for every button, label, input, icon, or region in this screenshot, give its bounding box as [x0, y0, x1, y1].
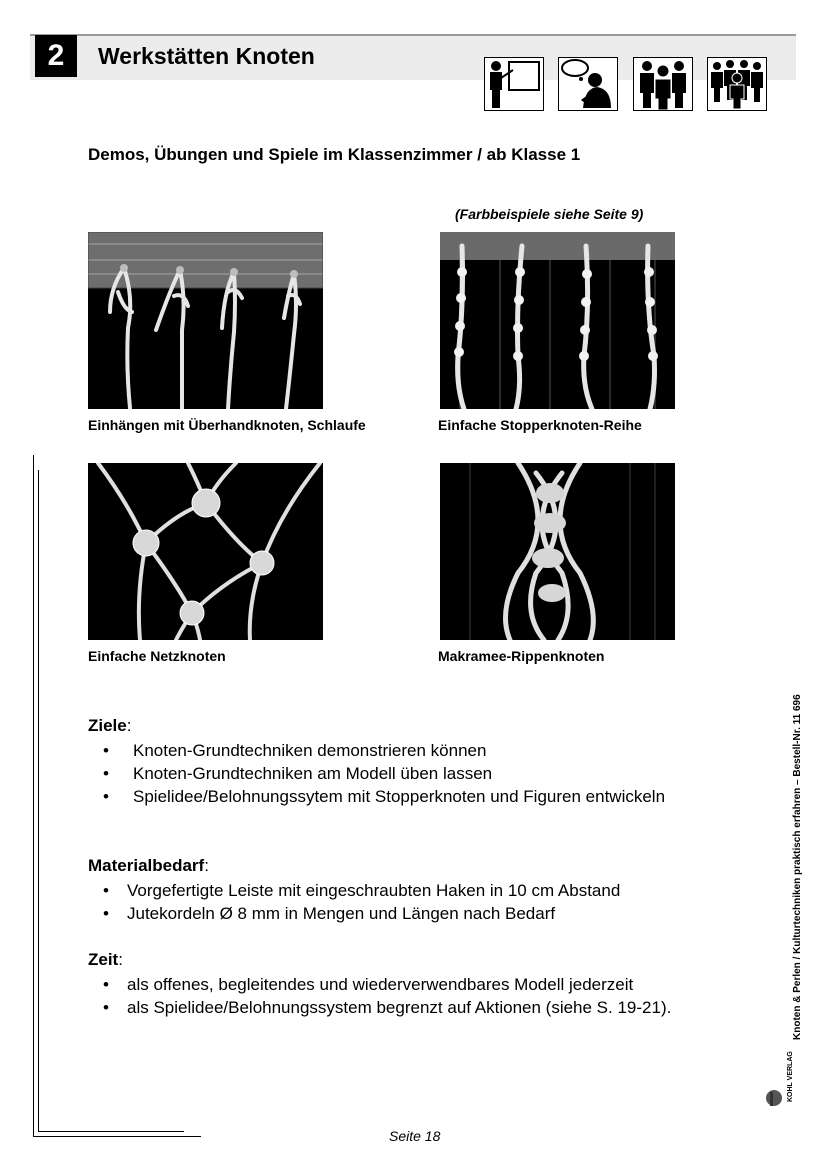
- list-item: • als Spielidee/Belohnungssystem begrenzt auf Aktionen (siehe S. 19-21).: [103, 996, 753, 1019]
- photo-caption: Einfache Netzknoten: [88, 648, 226, 664]
- frame-line: [38, 1131, 184, 1132]
- page-title: Werkstätten Knoten: [98, 43, 315, 69]
- frame-line: [38, 470, 39, 1132]
- material-list: [103, 879, 743, 925]
- photo-net-knots: [88, 463, 323, 640]
- photo-overhand-knot-loops: [88, 232, 323, 409]
- logo-text: KOHL VERLAG: [787, 1051, 794, 1102]
- thinking-person-icon: [558, 57, 618, 111]
- section-heading-zeit: Zeit:: [88, 950, 123, 969]
- section-heading-ziele: Ziele:: [88, 716, 132, 735]
- side-publication-info: Knoten & Perlen / Kulturtechniken praktisch erfahren – Bestell-Nr. 11 696: [792, 694, 803, 1040]
- frame-line: [33, 1136, 201, 1137]
- list-item: • Knoten-Grundtechniken am Modell üben lassen: [103, 762, 703, 785]
- frame-line: [33, 455, 34, 1137]
- photo-caption: Einhängen mit Überhandknoten, Schlaufe: [88, 417, 366, 433]
- list-item: • Knoten-Grundtechniken demonstrieren können: [103, 739, 703, 762]
- section-heading-materialbedarf: Materialbedarf:: [88, 856, 209, 875]
- photo-macrame-rib-knots: [440, 463, 675, 640]
- list-item: • Jutekordeln Ø 8 mm in Mengen und Längen nach Bedarf: [103, 902, 743, 925]
- zeit-list: [103, 973, 753, 1019]
- photo-stopper-knot-row: [440, 232, 675, 409]
- ziele-list: [103, 739, 703, 808]
- photo-caption: Makramee-Rippenknoten: [438, 648, 605, 664]
- chapter-number: 2: [35, 35, 77, 77]
- publisher-logo: [762, 1040, 810, 1108]
- page-number: Seite 18: [389, 1128, 441, 1144]
- group-of-three-icon: [633, 57, 693, 111]
- list-item: • als offenes, begleitendes und wiederverwendbares Modell jederzeit: [103, 973, 753, 996]
- list-item: • Spielidee/Belohnungssytem mit Stopperknoten und Figuren entwickeln: [103, 785, 673, 808]
- group-of-people-icon: [707, 57, 767, 111]
- subtitle: Demos, Übungen und Spiele im Klassenzimmer / ab Klasse 1: [88, 145, 581, 164]
- teacher-at-board-icon: [484, 57, 544, 111]
- color-examples-note: (Farbbeispiele siehe Seite 9): [455, 206, 644, 222]
- photo-caption: Einfache Stopperknoten-Reihe: [438, 417, 642, 433]
- list-item: • Vorgefertigte Leiste mit eingeschraubten Haken in 10 cm Abstand: [103, 879, 743, 902]
